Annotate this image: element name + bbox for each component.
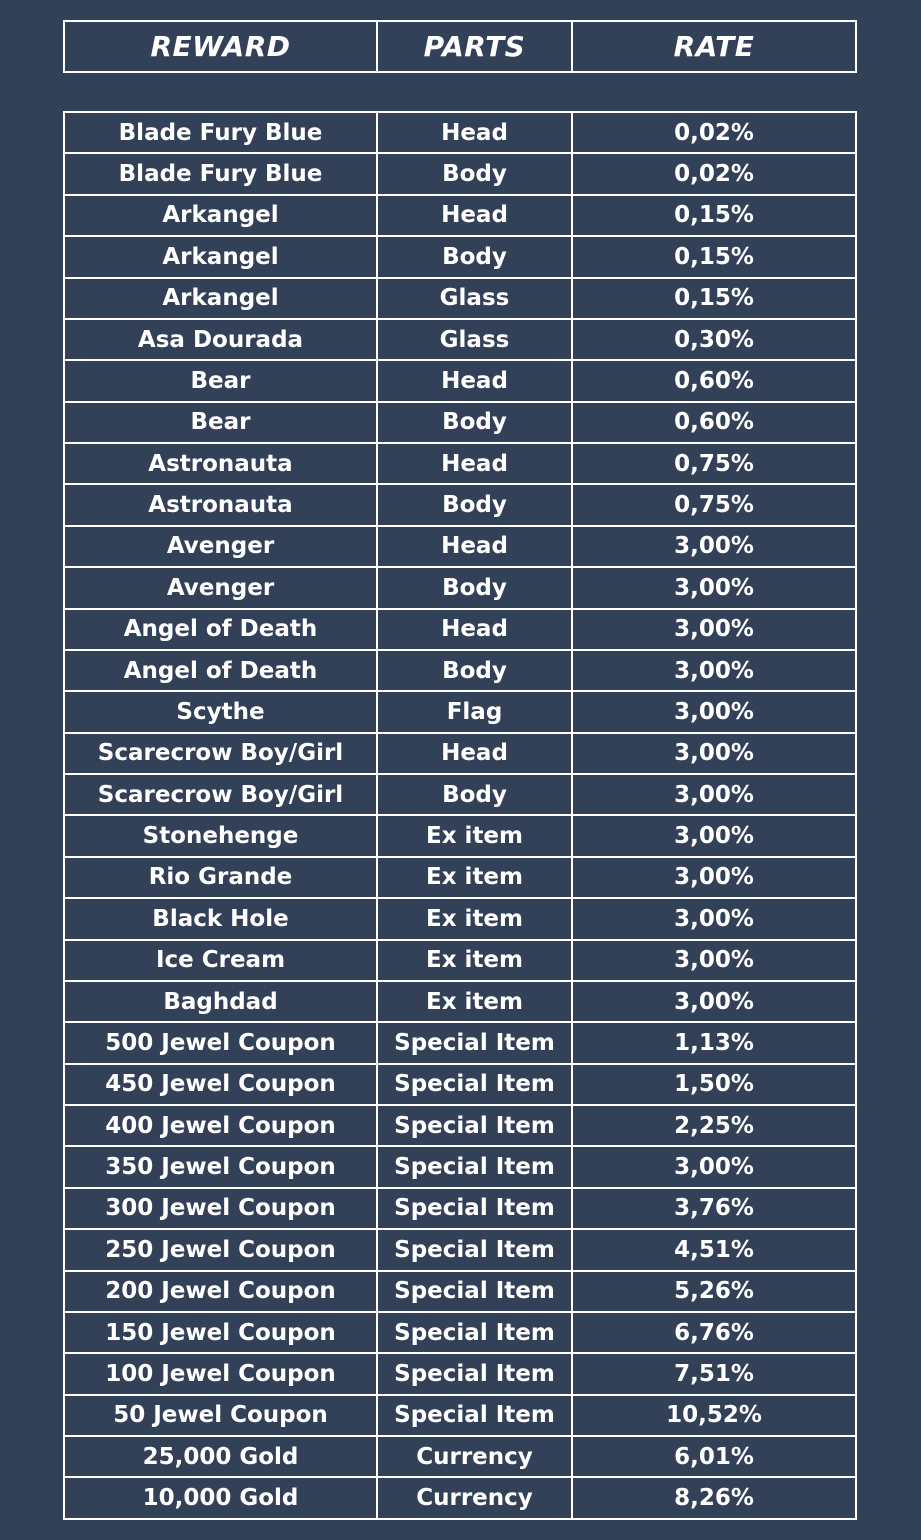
reward-cell: Arkangel [65,237,378,276]
parts-cell: Special Item [378,1147,573,1186]
reward-cell: Scythe [65,692,378,731]
rate-cell: 0,15% [674,285,754,312]
rate-cell: 7,51% [674,1360,754,1387]
parts-cell: Ex item [378,816,573,855]
rate-cell: 3,00% [674,533,754,560]
reward-cell: Blade Fury Blue [65,113,378,152]
rate-cell: 3,00% [674,864,754,891]
reward-cell: 500 Jewel Coupon [65,1023,378,1062]
table-row [65,361,855,402]
parts-cell: Special Item [378,1396,573,1435]
table-row [65,1189,855,1230]
parts-cell: Currency [378,1478,573,1517]
parts-cell: Body [378,568,573,607]
parts-cell: Head [378,527,573,566]
reward-cell: Ice Cream [65,941,378,980]
rate-cell: 3,00% [674,781,754,808]
parts-cell: Head [378,196,573,235]
table-row [65,734,855,775]
table-row [65,816,855,857]
rate-cell: 3,00% [674,657,754,684]
parts-cell: Ex item [378,899,573,938]
rate-cell: 10,52% [666,1402,762,1429]
table-row [65,858,855,899]
table-row [65,1272,855,1313]
table-row [65,237,855,278]
rate-cell: 3,00% [674,1154,754,1181]
table-row [65,982,855,1023]
reward-cell: Scarecrow Boy/Girl [65,775,378,814]
reward-cell: Stonehenge [65,816,378,855]
table-row [65,651,855,692]
table-row [65,320,855,361]
reward-cell: Scarecrow Boy/Girl [65,734,378,773]
table-row [65,1396,855,1437]
table-row [65,899,855,940]
reward-cell: 100 Jewel Coupon [65,1354,378,1393]
table-row [65,610,855,651]
parts-cell: Body [378,485,573,524]
table-row [65,279,855,320]
rate-cell: 0,15% [674,243,754,270]
rate-cell: 0,75% [674,450,754,477]
reward-table [63,111,857,1520]
table-row [65,403,855,444]
reward-cell: 10,000 Gold [65,1478,378,1517]
rate-cell: 1,50% [674,1071,754,1098]
table-row [65,1313,855,1354]
reward-cell: 450 Jewel Coupon [65,1065,378,1104]
parts-cell: Body [378,237,573,276]
parts-cell: Ex item [378,941,573,980]
reward-cell: Avenger [65,527,378,566]
rate-cell: 0,02% [674,161,754,188]
parts-cell: Ex item [378,858,573,897]
rate-cell: 6,01% [674,1443,754,1470]
parts-cell: Special Item [378,1354,573,1393]
reward-cell: Asa Dourada [65,320,378,359]
table-row [65,1437,855,1478]
rate-cell: 0,15% [674,202,754,229]
parts-cell: Special Item [378,1106,573,1145]
rate-cell: 3,00% [674,698,754,725]
parts-cell: Glass [378,320,573,359]
parts-cell: Special Item [378,1313,573,1352]
header-parts: PARTS [378,22,573,71]
reward-cell: Baghdad [65,982,378,1021]
table-row [65,941,855,982]
rate-cell: 8,26% [674,1485,754,1512]
table-header [63,20,857,73]
reward-cell: Avenger [65,568,378,607]
reward-cell: 350 Jewel Coupon [65,1147,378,1186]
table-row [65,775,855,816]
parts-cell: Currency [378,1437,573,1476]
reward-cell: Rio Grande [65,858,378,897]
table-row [65,196,855,237]
reward-cell: Blade Fury Blue [65,154,378,193]
table-row [65,1354,855,1395]
rate-cell: 0,75% [674,492,754,519]
rate-cell: 6,76% [674,1319,754,1346]
rate-cell: 3,00% [674,905,754,932]
parts-cell: Head [378,444,573,483]
reward-cell: 25,000 Gold [65,1437,378,1476]
table-row [65,692,855,733]
table-row [65,1023,855,1064]
table-row [65,485,855,526]
table-row [65,1230,855,1271]
reward-cell: Bear [65,403,378,442]
reward-cell: 250 Jewel Coupon [65,1230,378,1269]
header-reward: REWARD [65,22,378,71]
parts-cell: Head [378,734,573,773]
reward-cell: 150 Jewel Coupon [65,1313,378,1352]
rate-cell: 3,00% [674,823,754,850]
reward-cell: Arkangel [65,196,378,235]
reward-cell: 200 Jewel Coupon [65,1272,378,1311]
parts-cell: Body [378,651,573,690]
parts-cell: Body [378,775,573,814]
rate-cell: 3,00% [674,947,754,974]
table-row [65,1065,855,1106]
table-row [65,527,855,568]
reward-cell: Astronauta [65,444,378,483]
reward-cell: Arkangel [65,279,378,318]
rate-cell: 0,02% [674,119,754,146]
reward-cell: Black Hole [65,899,378,938]
parts-cell: Special Item [378,1065,573,1104]
reward-cell: Astronauta [65,485,378,524]
rate-cell: 1,13% [674,1029,754,1056]
table-row [65,1106,855,1147]
parts-cell: Body [378,403,573,442]
parts-cell: Glass [378,279,573,318]
parts-cell: Ex item [378,982,573,1021]
parts-cell: Flag [378,692,573,731]
reward-cell: Bear [65,361,378,400]
parts-cell: Head [378,361,573,400]
rate-cell: 0,60% [674,409,754,436]
rate-cell: 0,60% [674,367,754,394]
rate-cell: 3,76% [674,1195,754,1222]
table-row [65,154,855,195]
rate-cell: 5,26% [674,1278,754,1305]
parts-cell: Special Item [378,1189,573,1228]
parts-cell: Head [378,113,573,152]
rate-cell: 3,00% [674,574,754,601]
rate-cell: 4,51% [674,1236,754,1263]
rate-cell: 3,00% [674,616,754,643]
reward-cell: Angel of Death [65,651,378,690]
parts-cell: Special Item [378,1272,573,1311]
table-row [65,113,855,154]
table-row [65,1478,855,1517]
reward-cell: Angel of Death [65,610,378,649]
rate-cell: 2,25% [674,1112,754,1139]
reward-cell: 400 Jewel Coupon [65,1106,378,1145]
table-row [65,1147,855,1188]
rate-cell: 0,30% [674,326,754,353]
parts-cell: Head [378,610,573,649]
table-row [65,444,855,485]
parts-cell: Body [378,154,573,193]
table-row [65,568,855,609]
header-rate: RATE [673,30,755,63]
parts-cell: Special Item [378,1023,573,1062]
rate-cell: 3,00% [674,988,754,1015]
rate-cell: 3,00% [674,740,754,767]
reward-cell: 50 Jewel Coupon [65,1396,378,1435]
parts-cell: Special Item [378,1230,573,1269]
reward-cell: 300 Jewel Coupon [65,1189,378,1228]
